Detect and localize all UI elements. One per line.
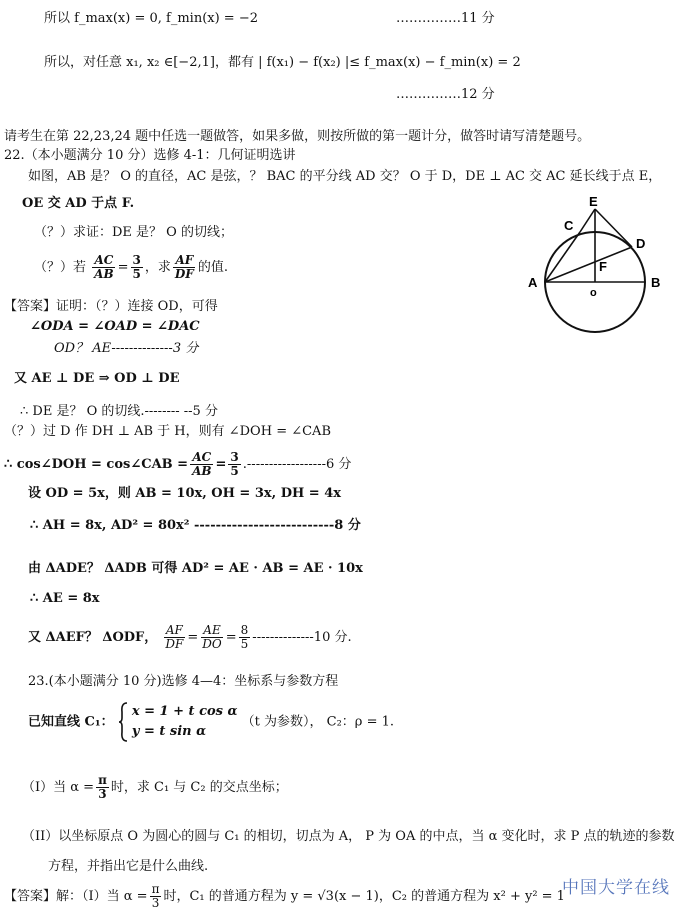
- frac-3-5-2: $\frac{3}{5}$: [230, 450, 239, 478]
- ans22-let: 设 OD = 5x，则 AB = 10x, OH = 3x, DH = 4x: [28, 486, 341, 501]
- ans22-ah: ∴ AH = 8x, AD² = 80x² --------------------------8 分: [30, 518, 361, 533]
- q23-part2-cont: 方程，并指出它是什么曲线.: [48, 859, 209, 874]
- ans22-cos: ∴ cos∠DOH = cos∠CAB = $\frac{AC}{AB}$ = $\frac{3}{5}$ .------------------6 分: [4, 450, 352, 478]
- q22-part1: （？）求证：DE 是？ O 的切线；: [34, 225, 233, 240]
- frac-af-df-2: $\frac{AF}{DF}$: [165, 623, 184, 651]
- frac-8-5: $\frac{8}{5}$: [240, 623, 249, 651]
- brace-icon: [118, 702, 128, 742]
- label-d: D: [636, 236, 646, 251]
- frac-af-df: $\frac{AF}{DF}$: [174, 253, 194, 281]
- ans22-perp: 又 AE ⊥ DE ⇒ OD ⊥ DE: [14, 371, 180, 386]
- frac-ac-ab: $\frac{AC}{AB}$: [94, 253, 114, 281]
- ans23: 【答案】解：（I）当 α = $\frac{\pi}{3}$ 时，C₁ 的普通方程为 y = √3(x − 1)，C₂ 的普通方程为 x² + y² = 1: [4, 882, 565, 910]
- watermark-logo: 中国大学在线: [562, 878, 670, 898]
- label-o: o: [590, 287, 597, 299]
- ans22-tangent: ∴ DE 是？ O 的切线.-------- --5 分: [20, 404, 218, 419]
- score-11: ……………11 分: [396, 11, 495, 26]
- label-e: E: [589, 194, 598, 209]
- frac-pi-3-2: $\frac{\pi}{3}$: [151, 882, 160, 910]
- ans22-ae: ∴ AE = 8x: [30, 591, 100, 606]
- q23-stem: 已知直线 C₁： x = 1 + t cos α y = t sin α （t 为参数）， C₂：ρ = 1.: [28, 702, 394, 743]
- score-12: ……………12 分: [396, 87, 495, 102]
- frac-ac-ab-2: $\frac{AC}{AB}$: [192, 450, 212, 478]
- ans22-parallel: OD？ AE--------------3 分: [54, 341, 199, 356]
- q23-part1: （I）当 α = $\frac{\pi}{3}$ 时，求 C₁ 与 C₂ 的交点坐标；: [22, 773, 288, 801]
- exam-notice: 请考生在第 22,23,24 题中任选一题做答，如果多做，则按所做的第一题计分，做答时请写清楚题号。: [4, 129, 591, 144]
- conclusion-line: 所以，对任意 x₁, x₂ ∈[−2,1]，都有 | f(x₁) − f(x₂) |≤ f_max(x) − f_min(x) = 2: [44, 55, 521, 70]
- line-de: [595, 209, 632, 247]
- ans22-similar: 由 ΔADE？ ΔADB 可得 AD² = AE · AB = AE · 10x: [28, 561, 363, 576]
- q23-part2: （II）以坐标原点 O 为圆心的圆与 C₁ 的相切，切点为 A， P 为 OA 的中点，当 α 变化时，求 P 点的轨迹的参数: [22, 829, 675, 844]
- ans22-part2: （？）过 D 作 DH ⊥ AB 于 H，则有 ∠DOH = ∠CAB: [4, 424, 331, 439]
- frac-ae-do: $\frac{AE}{DO}$: [202, 623, 222, 651]
- ans22-ratio: 又 ΔAEF？ ΔODF， $\frac{AF}{DF}$ = $\frac{AE}{DO}$ = $\frac{8}{5}$ --------------10 分.: [28, 623, 352, 651]
- line-ae: [580, 209, 595, 232]
- ans22-intro: 【答案】证明：（？）连接 OD，可得: [4, 299, 218, 314]
- label-c: C: [564, 218, 574, 233]
- q22-header: 22.（本小题满分 10 分）选修 4-1：几何证明选讲: [4, 148, 296, 163]
- ans22-angles: ∠ODA = ∠OAD = ∠DAC: [30, 319, 200, 334]
- label-a: A: [528, 275, 538, 290]
- q22-stem-2: OE 交 AD 于点 F.: [22, 196, 135, 211]
- label-f: F: [599, 259, 607, 274]
- frac-pi-3: $\frac{\pi}{3}$: [98, 773, 107, 801]
- label-b: B: [651, 275, 661, 290]
- q23-header: 23.(本小题满分 10 分)选修 4—4：坐标系与参数方程: [28, 674, 339, 689]
- frac-3-5: $\frac{3}{5}$: [132, 253, 141, 281]
- param-system: x = 1 + t cos α y = t sin α: [131, 704, 238, 739]
- max-min-line: 所以 f_max(x) = 0, f_min(x) = −2: [44, 11, 258, 26]
- q22-part2: （？）若 $\frac{AC}{AB}$ = $\frac{3}{5}$ ，求 $\frac{AF}{DF}$ 的值.: [34, 253, 228, 281]
- q22-stem-1: 如图，AB 是？ O 的直径，AC 是弦，？ BAC 的平分线 AD 交？ O 于 D，DE ⊥ AC 交 AC 延长线于点 E，: [28, 169, 662, 184]
- geometry-figure: [520, 192, 670, 342]
